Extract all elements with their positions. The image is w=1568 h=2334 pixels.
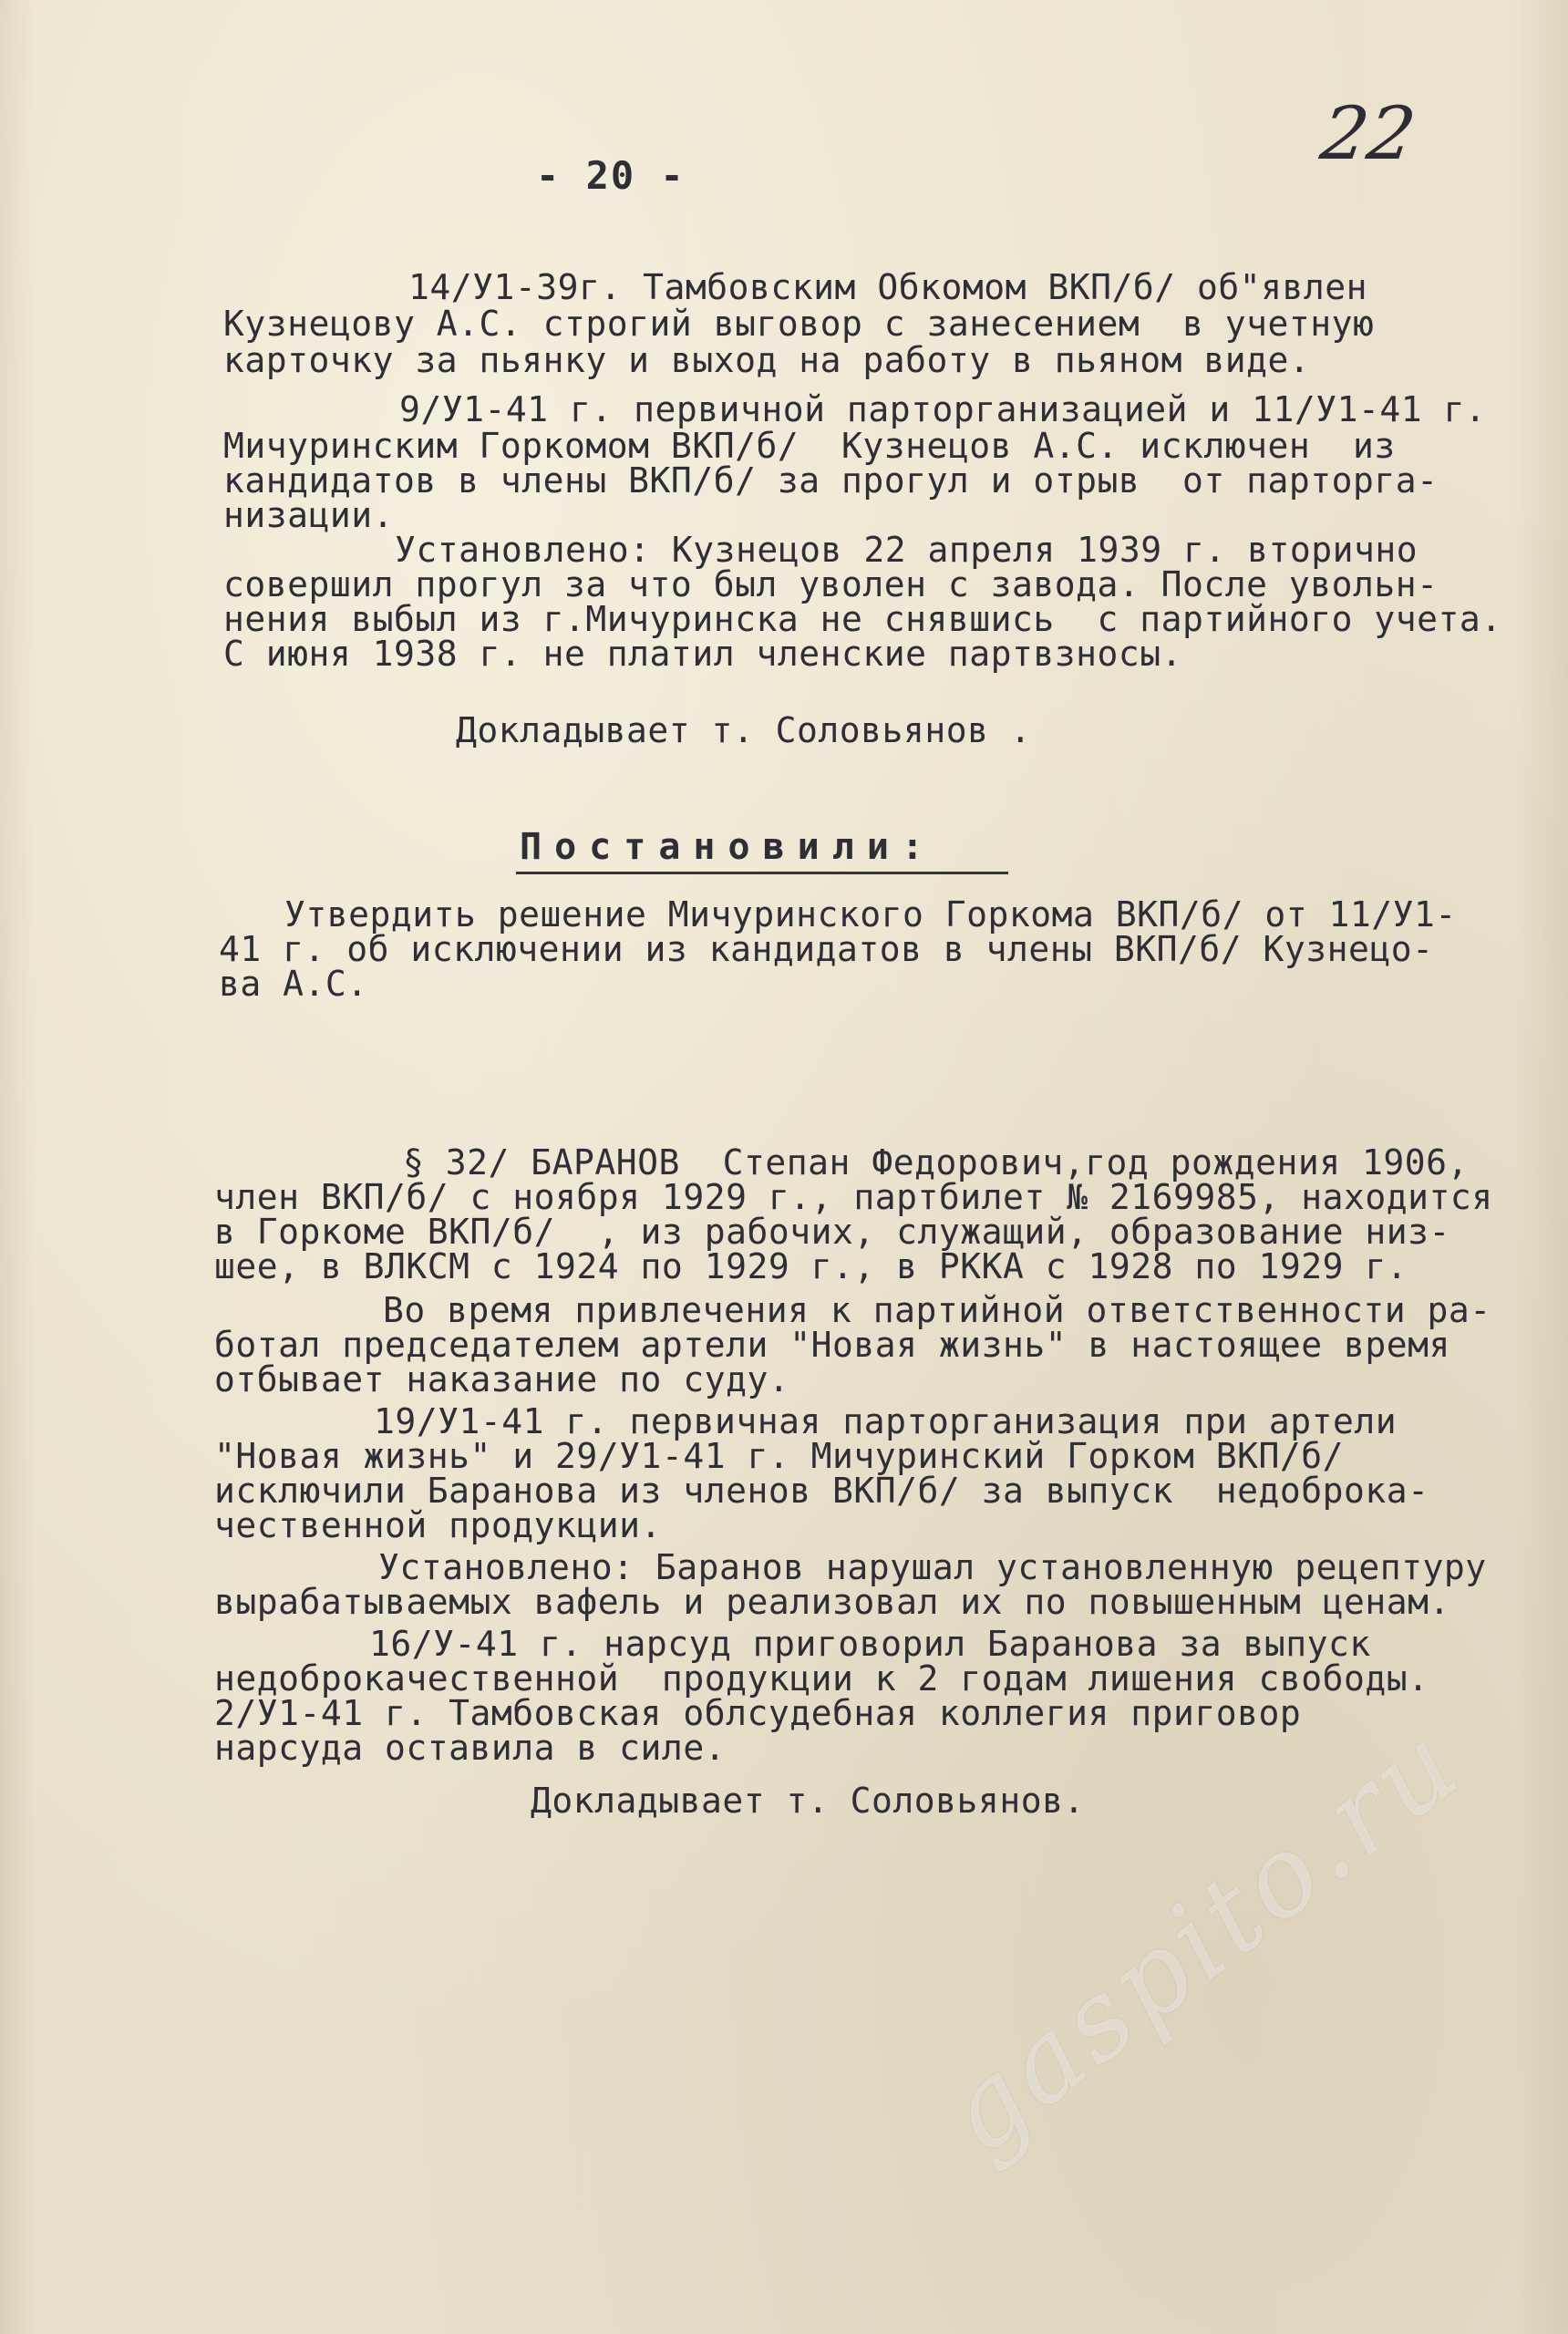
text-line: кандидатов в члены ВКП/б/ за прогул и отрыв от парторга-: [223, 460, 1439, 501]
resolution-heading-block: [520, 826, 936, 868]
text-line: в Горкоме ВКП/б/ , из рабочих, служащий, образование низ-: [214, 1212, 1450, 1252]
text-line: недоброкачественной продукции к 2 годам лишения свободы.: [214, 1658, 1429, 1699]
text-line: ва А.С.: [219, 964, 368, 1004]
text-line: 2/У1-41 г. Тамбовская облсудебная коллегия приговор: [214, 1693, 1302, 1733]
text-line: карточку за пьянку и выход на работу в пьяном виде.: [223, 340, 1311, 380]
text-line: 19/У1-41 г. первичная парторганизация при артели: [374, 1401, 1398, 1441]
text-line: Во время привлечения к партийной ответственности ра-: [383, 1290, 1491, 1330]
text-line: Установлено: Баранов нарушал установленную рецептуру: [378, 1547, 1487, 1587]
text-line: нения выбыл из г.Мичуринска не снявшись с партийного учета.: [223, 599, 1502, 639]
heading-underline: [516, 872, 1008, 874]
text-line: шее, в ВЛКСМ с 1924 по 1929 г., в РККА с 1928 по 1929 г.: [214, 1246, 1408, 1286]
text-line: нарсуда оставила в силе.: [214, 1728, 727, 1768]
text-line: С июня 1938 г. не платил членские партвзносы.: [223, 634, 1183, 674]
text-line: Установлено: Кузнецов 22 апреля 1939 г. вторично: [395, 530, 1418, 570]
archive-sheet-number: 22: [1315, 91, 1421, 176]
text-line: чественной продукции.: [214, 1505, 662, 1545]
text-line: совершил прогул за что был уволен с завода. После увольн-: [223, 564, 1439, 604]
text-line: исключили Баранова из членов ВКП/б/ за выпуск недоброка-: [214, 1471, 1429, 1511]
text-line: член ВКП/б/ с ноября 1929 г., партбилет № 2169985, находится: [214, 1177, 1493, 1217]
text-line: "Новая жизнь" и 29/У1-41 г. Мичуринский Горком ВКП/б/: [214, 1436, 1345, 1476]
text-line: отбывает наказание по суду.: [214, 1359, 790, 1399]
text-line: Мичуринским Горкомом ВКП/б/ Кузнецов А.С. исключен из: [223, 426, 1396, 466]
text-line: 41 г. об исключении из кандидатов в члены ВКП/б/ Кузнецо-: [219, 929, 1434, 969]
page-number: - 20 -: [536, 153, 686, 198]
text-line: 16/У-41 г. нарсуд приговорил Баранова за выпуск: [369, 1624, 1371, 1664]
text-line: низации.: [223, 495, 395, 535]
reporter-line: Докладывает т. Соловьянов.: [531, 1781, 1085, 1821]
resolution-heading: Постановили:: [520, 826, 936, 868]
text-line: ботал председателем артели "Новая жизнь" в настоящее время: [214, 1325, 1450, 1365]
text-line: 9/У1-41 г. первичной парторганизацией и 11/У1-41 г.: [399, 389, 1487, 429]
text-line: Кузнецову А.С. строгий выговор с занесением в учетную: [223, 304, 1375, 344]
reporter-line: Докладывает т. Соловьянов .: [456, 710, 1032, 750]
watermark: gaspito.ru: [921, 1699, 1485, 2179]
text-line: вырабатываемых вафель и реализовал их по повышенным ценам.: [214, 1582, 1450, 1622]
text-line: 14/У1-39г. Тамбовским Обкомом ВКП/б/ об"явлен: [408, 267, 1368, 307]
text-line: § 32/ БАРАНОВ Степан Федорович,год рождения 1906,: [403, 1142, 1469, 1182]
text-line: Утвердить решение Мичуринского Горкома ВКП/б/ от 11/У1-: [284, 894, 1457, 935]
